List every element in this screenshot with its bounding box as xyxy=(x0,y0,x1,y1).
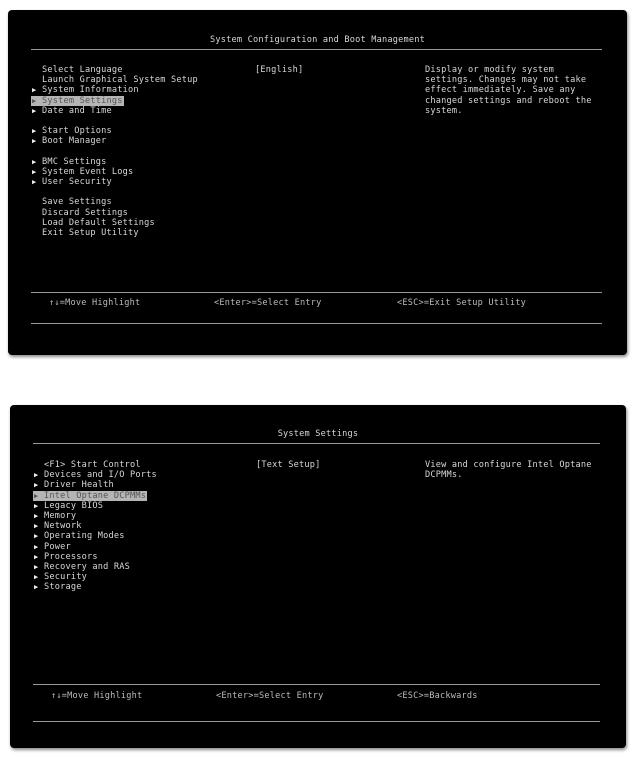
screen-title: System Configuration and Boot Management xyxy=(210,35,425,45)
menu-item-label: Discard Settings xyxy=(42,207,128,218)
menu-item[interactable] xyxy=(33,501,157,511)
footer-select-hint: <Enter>=Select Entry xyxy=(216,691,324,701)
menu-item-label: Legacy BIOS xyxy=(44,500,104,511)
menu-item[interactable] xyxy=(31,177,198,187)
menu-item-label: System Event Logs xyxy=(42,166,134,177)
menu-item[interactable] xyxy=(33,552,157,562)
help-text: Display or modify system settings. Changes may not take effect immediately. Save any changed settings and reboot the system. xyxy=(425,65,592,116)
menu-item[interactable] xyxy=(31,106,198,116)
menu-item[interactable] xyxy=(31,218,198,228)
menu-item-label: Load Default Settings xyxy=(42,217,155,228)
menu-item[interactable] xyxy=(33,582,157,592)
divider xyxy=(31,292,602,293)
menu-item[interactable] xyxy=(31,197,198,207)
footer-move-hint: ↑↓=Move Highlight xyxy=(51,691,143,701)
submenu-arrow-icon: ▶ xyxy=(32,137,37,146)
menu-item[interactable] xyxy=(33,562,157,572)
menu-item[interactable] xyxy=(31,167,198,177)
menu-item[interactable] xyxy=(33,531,157,541)
settings-menu xyxy=(33,460,157,592)
language-value[interactable]: [English] xyxy=(255,65,304,75)
footer-select-hint: <Enter>=Select Entry xyxy=(214,298,322,308)
menu-item[interactable] xyxy=(31,96,198,106)
menu-item[interactable] xyxy=(33,542,157,552)
divider xyxy=(31,323,602,324)
menu-item-label: Boot Manager xyxy=(42,136,107,147)
menu-item[interactable] xyxy=(33,521,157,531)
menu-item-label: System Information xyxy=(42,85,139,96)
submenu-arrow-icon: ▶ xyxy=(32,106,37,115)
system-settings-screen xyxy=(10,405,626,748)
submenu-arrow-icon: ▶ xyxy=(34,501,39,510)
submenu-arrow-icon: ▶ xyxy=(32,86,37,95)
menu-item-label: Exit Setup Utility xyxy=(42,228,139,238)
screen-title: System Settings xyxy=(277,429,359,439)
divider xyxy=(31,49,602,50)
submenu-arrow-icon: ▶ xyxy=(32,167,37,176)
menu-item-label: Storage xyxy=(44,582,82,593)
menu-item-label: Start Options xyxy=(42,126,112,137)
submenu-arrow-icon: ▶ xyxy=(32,96,37,105)
menu-item[interactable] xyxy=(31,157,198,167)
menu-item[interactable] xyxy=(33,480,157,490)
help-text: View and configure Intel Optane DCPMMs. xyxy=(425,460,592,481)
start-control-value[interactable]: [Text Setup] xyxy=(256,460,321,470)
menu-item[interactable] xyxy=(33,491,157,501)
menu-item-label: User Security xyxy=(42,177,112,188)
menu-item[interactable] xyxy=(33,470,157,480)
submenu-arrow-icon: ▶ xyxy=(32,127,37,136)
menu-item-label: Memory xyxy=(44,510,77,521)
divider xyxy=(33,684,600,685)
submenu-arrow-icon: ▶ xyxy=(34,511,39,520)
submenu-arrow-icon: ▶ xyxy=(34,471,39,480)
menu-item[interactable] xyxy=(31,126,198,136)
main-menu xyxy=(31,65,198,238)
menu-item-label: Driver Health xyxy=(44,480,114,491)
menu-item[interactable] xyxy=(33,572,157,582)
submenu-arrow-icon: ▶ xyxy=(34,532,39,541)
submenu-arrow-icon: ▶ xyxy=(32,157,37,166)
submenu-arrow-icon: ▶ xyxy=(34,481,39,490)
submenu-arrow-icon: ▶ xyxy=(34,552,39,561)
menu-item[interactable] xyxy=(31,208,198,218)
menu-item[interactable] xyxy=(31,85,198,95)
menu-item-label: <F1> Start Control xyxy=(44,460,141,470)
submenu-arrow-icon: ▶ xyxy=(34,583,39,592)
submenu-arrow-icon: ▶ xyxy=(34,491,39,500)
menu-item-label: Power xyxy=(44,541,71,552)
menu-item-label: BMC Settings xyxy=(42,156,107,167)
submenu-arrow-icon: ▶ xyxy=(34,562,39,571)
menu-item-label: Intel Optane DCPMMs xyxy=(33,491,147,501)
menu-item[interactable] xyxy=(31,65,198,75)
menu-item-label: Select Language xyxy=(42,65,123,75)
menu-item[interactable] xyxy=(31,136,198,146)
menu-item-label: Devices and I/O Ports xyxy=(44,470,157,481)
menu-item[interactable] xyxy=(33,511,157,521)
submenu-arrow-icon: ▶ xyxy=(34,542,39,551)
submenu-arrow-icon: ▶ xyxy=(34,522,39,531)
menu-item-label: Processors xyxy=(44,551,98,562)
menu-item-label: Save Settings xyxy=(42,197,112,208)
menu-item-label: Security xyxy=(44,572,87,583)
menu-item[interactable] xyxy=(31,228,198,238)
submenu-arrow-icon: ▶ xyxy=(34,573,39,582)
divider xyxy=(33,721,600,722)
setup-main-screen xyxy=(8,10,627,355)
menu-item[interactable] xyxy=(31,75,198,85)
footer-esc-hint: <ESC>=Backwards xyxy=(397,691,478,701)
footer-move-hint: ↑↓=Move Highlight xyxy=(49,298,141,308)
menu-item-label: Date and Time xyxy=(42,105,112,116)
menu-item[interactable] xyxy=(33,460,157,470)
menu-item-label: Operating Modes xyxy=(44,531,125,542)
menu-item-label: Network xyxy=(44,521,82,532)
footer-esc-hint: <ESC>=Exit Setup Utility xyxy=(397,298,526,308)
menu-item-label: System Settings xyxy=(31,96,124,106)
submenu-arrow-icon: ▶ xyxy=(32,178,37,187)
divider xyxy=(33,443,600,444)
menu-item-label: Recovery and RAS xyxy=(44,561,130,572)
menu-item-label: Launch Graphical System Setup xyxy=(42,75,198,86)
